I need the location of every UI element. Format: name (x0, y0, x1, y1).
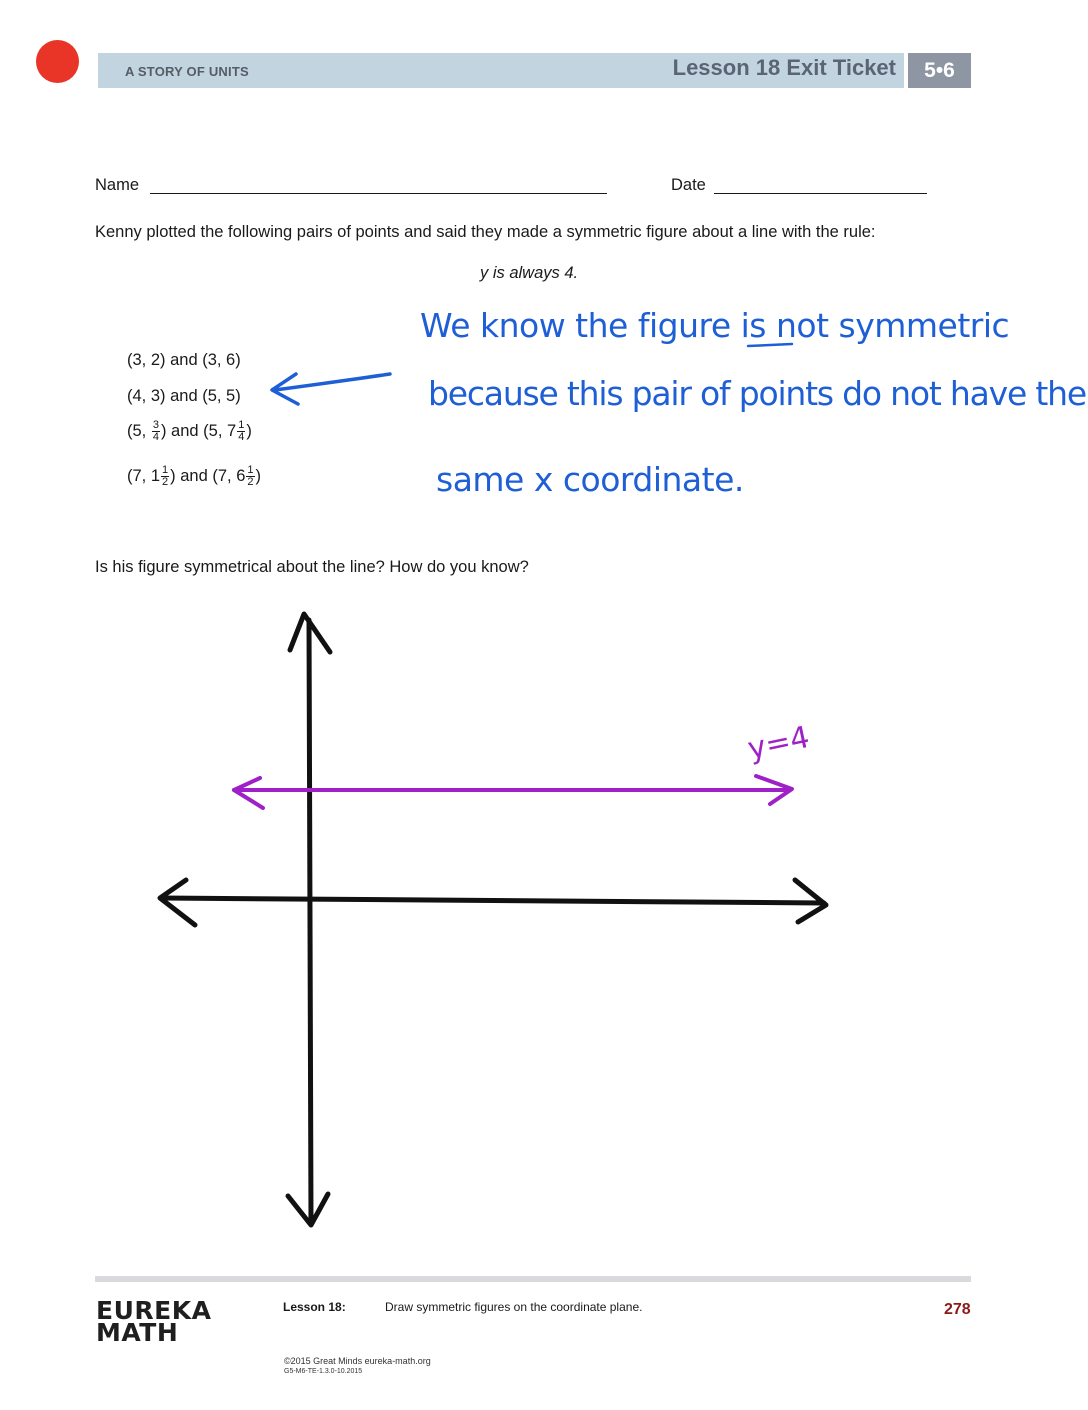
grade-module-badge: 5•6 (908, 53, 971, 88)
x-axis-arrow-left-icon (160, 880, 195, 925)
rule-text: is always 4. (488, 264, 579, 282)
fraction: $\frac{1}{4}$ (238, 419, 245, 443)
question-text: Is his figure symmetrical about the line? How do you know? (95, 558, 529, 576)
page-number: 278 (944, 1301, 971, 1318)
handwritten-answer-line-3: same x coordinate. (436, 460, 744, 499)
footer-lesson-description: Draw symmetric figures on the coordinate plane. (385, 1300, 643, 1314)
underlined-word: not (775, 306, 829, 345)
point-pair-1: (3, 2) and (3, 6) (127, 351, 241, 369)
fraction: $\frac{1}{2}$ (247, 464, 254, 488)
eureka-math-logo: EUREKA MATH (96, 1296, 212, 1347)
line-arrow-left-icon (234, 778, 263, 808)
line-label: y=4 (744, 719, 813, 767)
footer-lesson-label: Lesson 18: (283, 1300, 346, 1314)
y-axis-line (309, 620, 311, 1222)
point-pair-4: (7, 1 $\frac{1}{2}$ ) and (7, 6 $\frac{1}{2}$ ) (127, 464, 261, 488)
point-pair-3: (5, $\frac{3}{4}$ ) and (5, 7 $\frac{1}{4}$ ) (127, 419, 252, 443)
document-code: G5-M6-TE-1.3.0-10.2015 (284, 1368, 363, 1375)
x-axis-line (162, 898, 824, 903)
fraction: $\frac{3}{4}$ (152, 419, 159, 443)
point-pair-2: (4, 3) and (5, 5) (127, 387, 241, 405)
copyright: ©2015 Great Minds eureka-math.org (284, 1356, 431, 1366)
series-title: A STORY OF UNITS (125, 64, 249, 79)
y-axis-arrow-down-icon (288, 1194, 328, 1225)
fraction: $\frac{1}{2}$ (162, 464, 169, 488)
problem-intro: Kenny plotted the following pairs of points and said they made a symmetric figure about a line with the rule: (95, 223, 876, 241)
page-title: Lesson 18 Exit Ticket (672, 55, 896, 80)
handwritten-answer-line-2: because this pair of points do not have the (428, 374, 1086, 413)
name-label: Name (95, 176, 140, 194)
footer-divider (95, 1276, 971, 1282)
rule-variable: y (480, 264, 489, 282)
handwritten-answer-line-1: We know the figure is not symmetric (420, 306, 1010, 345)
date-label: Date (671, 176, 706, 194)
